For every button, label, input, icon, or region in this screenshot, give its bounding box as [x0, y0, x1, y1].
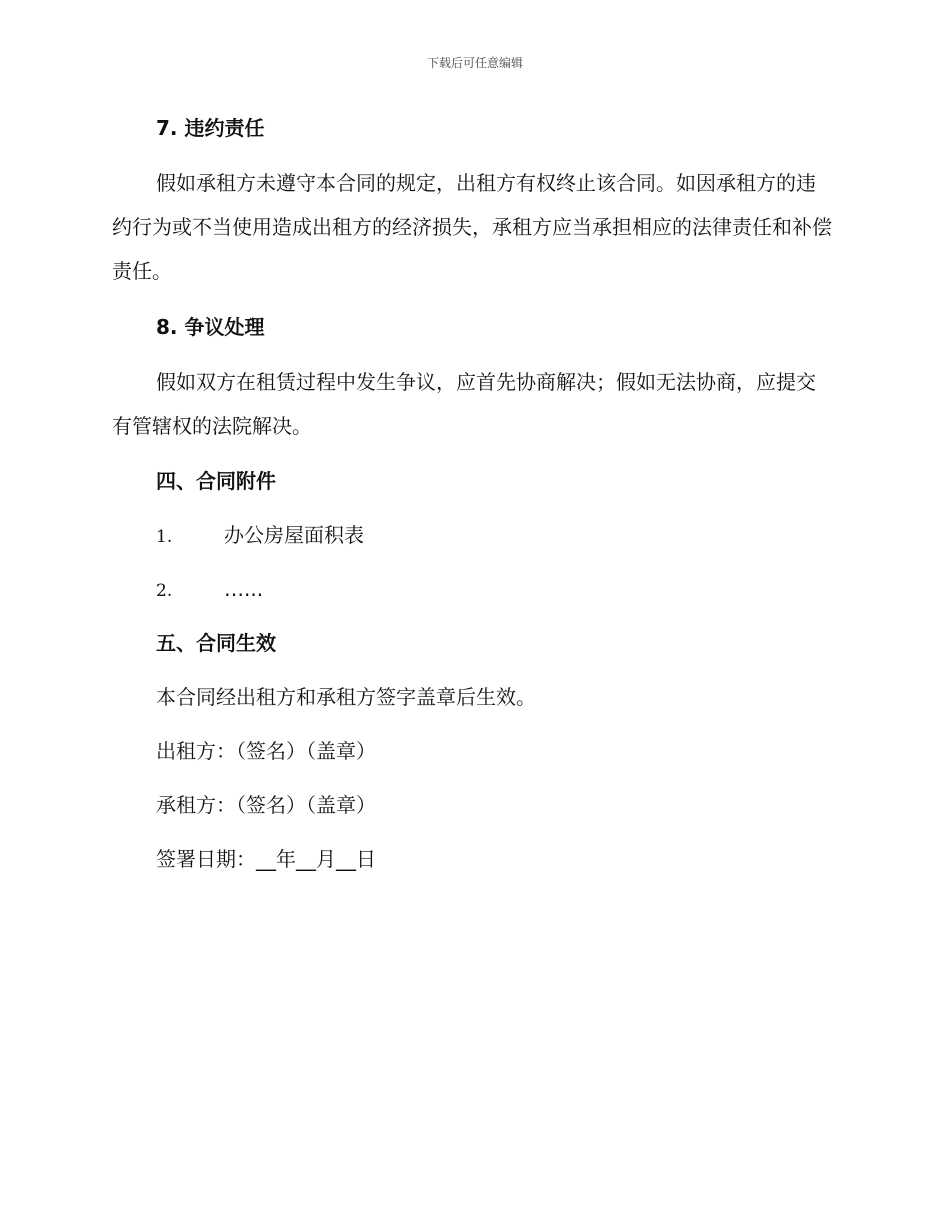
section-8-body	[112, 360, 832, 448]
attachments-title: 四、合同附件	[156, 469, 276, 493]
signing-date-line: 签署日期：__年__月__日	[156, 847, 376, 871]
section-7-title: 7. 违约责任	[156, 116, 265, 140]
lessor-signature-line: 出租方：（签名）（盖章）	[156, 739, 376, 763]
list-item-2-number: 2.	[156, 581, 173, 601]
list-item-1-text: 办公房屋面积表	[224, 523, 364, 547]
section-8-title: 8. 争议处理	[156, 315, 265, 339]
effectiveness-title: 五、合同生效	[156, 631, 276, 655]
section-7-text: 假如承租方未遵守本合同的规定，出租方有权终止该合同。如因承租方的违约行为或不当使用造成出租方的经济损失，承租方应当承担相应的法律责任和补偿责任。	[112, 171, 832, 283]
page-header: 下载后可任意编辑	[426, 56, 523, 70]
lessee-signature-line: 承租方：（签名）（盖章）	[156, 793, 376, 817]
list-item-1-number: 1.	[156, 527, 173, 547]
list-item-2-text: …...	[224, 577, 264, 601]
section-7-body	[112, 161, 832, 293]
section-8-text: 假如双方在租赁过程中发生争议，应首先协商解决；假如无法协商，应提交有管辖权的法院解决。	[112, 370, 816, 438]
effectiveness-text: 本合同经出租方和承租方签字盖章后生效。	[156, 685, 536, 709]
